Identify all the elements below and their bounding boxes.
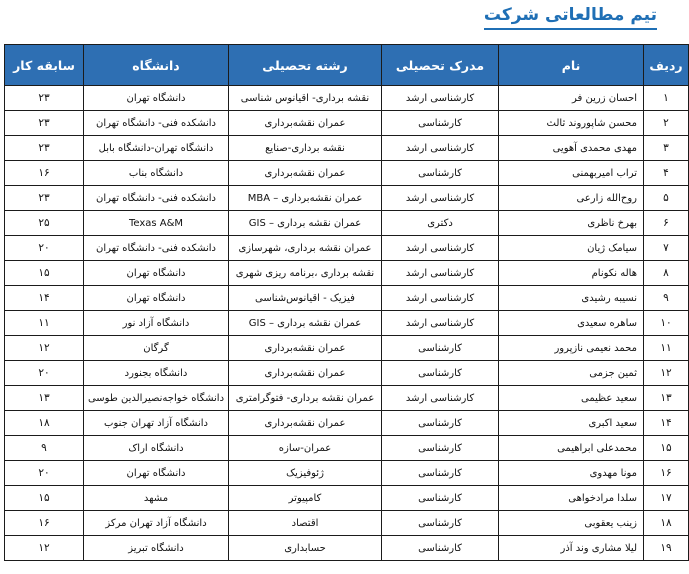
cell-experience: ۱۲	[5, 536, 84, 561]
table-row	[5, 436, 689, 461]
cell-name: ثمین جزمی	[499, 361, 644, 386]
cell-field: حسابداری	[229, 536, 382, 561]
cell-field: عمران نقشه‌برداری	[229, 161, 382, 186]
cell-name: سیامک ژیان	[499, 236, 644, 261]
cell-experience: ۲۵	[5, 211, 84, 236]
cell-row-number: ۹	[644, 286, 689, 311]
cell-university: دانشگاه اراک	[84, 436, 229, 461]
cell-name: لیلا مشاری وند آذر	[499, 536, 644, 561]
cell-degree: کارشناسی ارشد	[382, 186, 499, 211]
cell-experience: ۹	[5, 436, 84, 461]
cell-degree: کارشناسی ارشد	[382, 286, 499, 311]
cell-name: روح‌الله زارعی	[499, 186, 644, 211]
cell-university: دانشکده فنی- دانشگاه تهران	[84, 111, 229, 136]
table-row	[5, 336, 689, 361]
cell-row-number: ۱۹	[644, 536, 689, 561]
cell-name: زینب یعقوبی	[499, 511, 644, 536]
cell-experience: ۱۵	[5, 486, 84, 511]
cell-name: مونا مهدوی	[499, 461, 644, 486]
cell-name: نسیبه رشیدی	[499, 286, 644, 311]
cell-field: عمران نقشه‌برداری	[229, 411, 382, 436]
cell-row-number: ۸	[644, 261, 689, 286]
cell-university: دانشکده فنی- دانشگاه تهران	[84, 236, 229, 261]
cell-name: هاله نکونام	[499, 261, 644, 286]
cell-field: کامپیوتر	[229, 486, 382, 511]
cell-name: مهدی محمدی آهویی	[499, 136, 644, 161]
table-row	[5, 86, 689, 111]
cell-experience: ۱۱	[5, 311, 84, 336]
cell-row-number: ۴	[644, 161, 689, 186]
cell-experience: ۱۳	[5, 386, 84, 411]
cell-field: نقشه برداری ،برنامه ریزی شهری	[229, 261, 382, 286]
page-title: تیم مطالعاتی شرکت	[484, 4, 657, 30]
cell-university: دانشکده فنی- دانشگاه تهران	[84, 186, 229, 211]
cell-experience: ۱۶	[5, 511, 84, 536]
cell-field: عمران نقشه برداری- فتوگرامتری	[229, 386, 382, 411]
cell-university: دانشگاه آزاد تهران مرکز	[84, 511, 229, 536]
cell-experience: ۲۰	[5, 461, 84, 486]
cell-experience: ۲۳	[5, 86, 84, 111]
cell-name: تراب امیربهمنی	[499, 161, 644, 186]
cell-degree: کارشناسی	[382, 111, 499, 136]
cell-experience: ۲۳	[5, 111, 84, 136]
cell-degree: کارشناسی	[382, 161, 499, 186]
header-field: رشته تحصیلی	[229, 45, 382, 86]
header-university: دانشگاه	[84, 45, 229, 86]
header-row-number: ردیف	[644, 45, 689, 86]
cell-row-number: ۱۰	[644, 311, 689, 336]
table-row	[5, 136, 689, 161]
cell-university: Texas A&M	[84, 211, 229, 236]
cell-row-number: ۶	[644, 211, 689, 236]
cell-row-number: ۱۲	[644, 361, 689, 386]
cell-field: عمران نقشه‌برداری	[229, 336, 382, 361]
cell-degree: کارشناسی	[382, 461, 499, 486]
cell-experience: ۱۵	[5, 261, 84, 286]
cell-name: بهرخ ناظری	[499, 211, 644, 236]
cell-name: سعید عظیمی	[499, 386, 644, 411]
table-row	[5, 511, 689, 536]
cell-name: ساهره سعیدی	[499, 311, 644, 336]
cell-field: اقتصاد	[229, 511, 382, 536]
table-row	[5, 186, 689, 211]
table-row	[5, 286, 689, 311]
cell-field: عمران نقشه برداری – GIS	[229, 311, 382, 336]
cell-field: ژئوفیزیک	[229, 461, 382, 486]
cell-degree: کارشناسی ارشد	[382, 86, 499, 111]
cell-university: دانشگاه آزاد نور	[84, 311, 229, 336]
cell-name: سلدا مرادخواهی	[499, 486, 644, 511]
table-row	[5, 211, 689, 236]
cell-degree: کارشناسی ارشد	[382, 386, 499, 411]
cell-row-number: ۲	[644, 111, 689, 136]
cell-university: دانشگاه تبریز	[84, 536, 229, 561]
cell-university: دانشگاه تهران-دانشگاه بابل	[84, 136, 229, 161]
cell-degree: کارشناسی	[382, 336, 499, 361]
cell-field: نقشه برداری- اقیانوس شناسی	[229, 86, 382, 111]
cell-degree: کارشناسی	[382, 411, 499, 436]
cell-row-number: ۱۴	[644, 411, 689, 436]
cell-row-number: ۱۵	[644, 436, 689, 461]
cell-name: محسن شاپوروند ثالث	[499, 111, 644, 136]
cell-degree: دکتری	[382, 211, 499, 236]
table-row	[5, 386, 689, 411]
cell-row-number: ۱۶	[644, 461, 689, 486]
table-row	[5, 161, 689, 186]
cell-row-number: ۳	[644, 136, 689, 161]
cell-row-number: ۱۳	[644, 386, 689, 411]
cell-row-number: ۱۱	[644, 336, 689, 361]
cell-degree: کارشناسی	[382, 536, 499, 561]
table-row	[5, 461, 689, 486]
cell-experience: ۲۰	[5, 361, 84, 386]
cell-university: گرگان	[84, 336, 229, 361]
cell-name: محمد نعیمی نازپرور	[499, 336, 644, 361]
cell-degree: کارشناسی ارشد	[382, 261, 499, 286]
cell-university: دانشگاه بناب	[84, 161, 229, 186]
cell-university: مشهد	[84, 486, 229, 511]
cell-degree: کارشناسی ارشد	[382, 236, 499, 261]
cell-row-number: ۷	[644, 236, 689, 261]
cell-university: دانشگاه خواجه‌نصیرالدین طوسی	[84, 386, 229, 411]
cell-degree: کارشناسی	[382, 486, 499, 511]
cell-experience: ۲۳	[5, 186, 84, 211]
header-row	[5, 45, 689, 86]
cell-experience: ۲۳	[5, 136, 84, 161]
table-row	[5, 311, 689, 336]
cell-field: عمران نقشه برداری، شهرسازی	[229, 236, 382, 261]
cell-university: دانشگاه تهران	[84, 261, 229, 286]
table-row	[5, 411, 689, 436]
cell-row-number: ۱۸	[644, 511, 689, 536]
cell-name: احسان زرین فر	[499, 86, 644, 111]
cell-row-number: ۱۷	[644, 486, 689, 511]
cell-field: عمران نقشه برداری – GIS	[229, 211, 382, 236]
cell-university: دانشگاه آزاد تهران جنوب	[84, 411, 229, 436]
cell-name: سعید اکبری	[499, 411, 644, 436]
cell-degree: کارشناسی ارشد	[382, 311, 499, 336]
cell-degree: کارشناسی	[382, 511, 499, 536]
table-row	[5, 361, 689, 386]
header-degree: مدرک تحصیلی	[382, 45, 499, 86]
team-table	[4, 44, 689, 561]
cell-experience: ۱۶	[5, 161, 84, 186]
cell-field: نقشه برداری-صنایع	[229, 136, 382, 161]
cell-name: محمدعلی ابراهیمی	[499, 436, 644, 461]
table-row	[5, 486, 689, 511]
cell-field: فیزیک - اقیانوس‌شناسی	[229, 286, 382, 311]
header-name: نام	[499, 45, 644, 86]
cell-experience: ۱۸	[5, 411, 84, 436]
cell-row-number: ۵	[644, 186, 689, 211]
table-row	[5, 111, 689, 136]
table-row	[5, 236, 689, 261]
cell-degree: کارشناسی	[382, 436, 499, 461]
table-row	[5, 536, 689, 561]
header-experience: سابقه کار	[5, 45, 84, 86]
cell-degree: کارشناسی	[382, 361, 499, 386]
cell-university: دانشگاه بجنورد	[84, 361, 229, 386]
cell-experience: ۲۰	[5, 236, 84, 261]
cell-degree: کارشناسی ارشد	[382, 136, 499, 161]
cell-university: دانشگاه تهران	[84, 86, 229, 111]
table-row	[5, 261, 689, 286]
cell-field: عمران نقشه‌برداری – MBA	[229, 186, 382, 211]
cell-row-number: ۱	[644, 86, 689, 111]
cell-experience: ۱۲	[5, 336, 84, 361]
cell-university: دانشگاه تهران	[84, 461, 229, 486]
team-table-body	[5, 86, 689, 561]
cell-university: دانشگاه تهران	[84, 286, 229, 311]
cell-experience: ۱۴	[5, 286, 84, 311]
cell-field: عمران نقشه‌برداری	[229, 361, 382, 386]
cell-field: عمران نقشه‌برداری	[229, 111, 382, 136]
cell-field: عمران-سازه	[229, 436, 382, 461]
